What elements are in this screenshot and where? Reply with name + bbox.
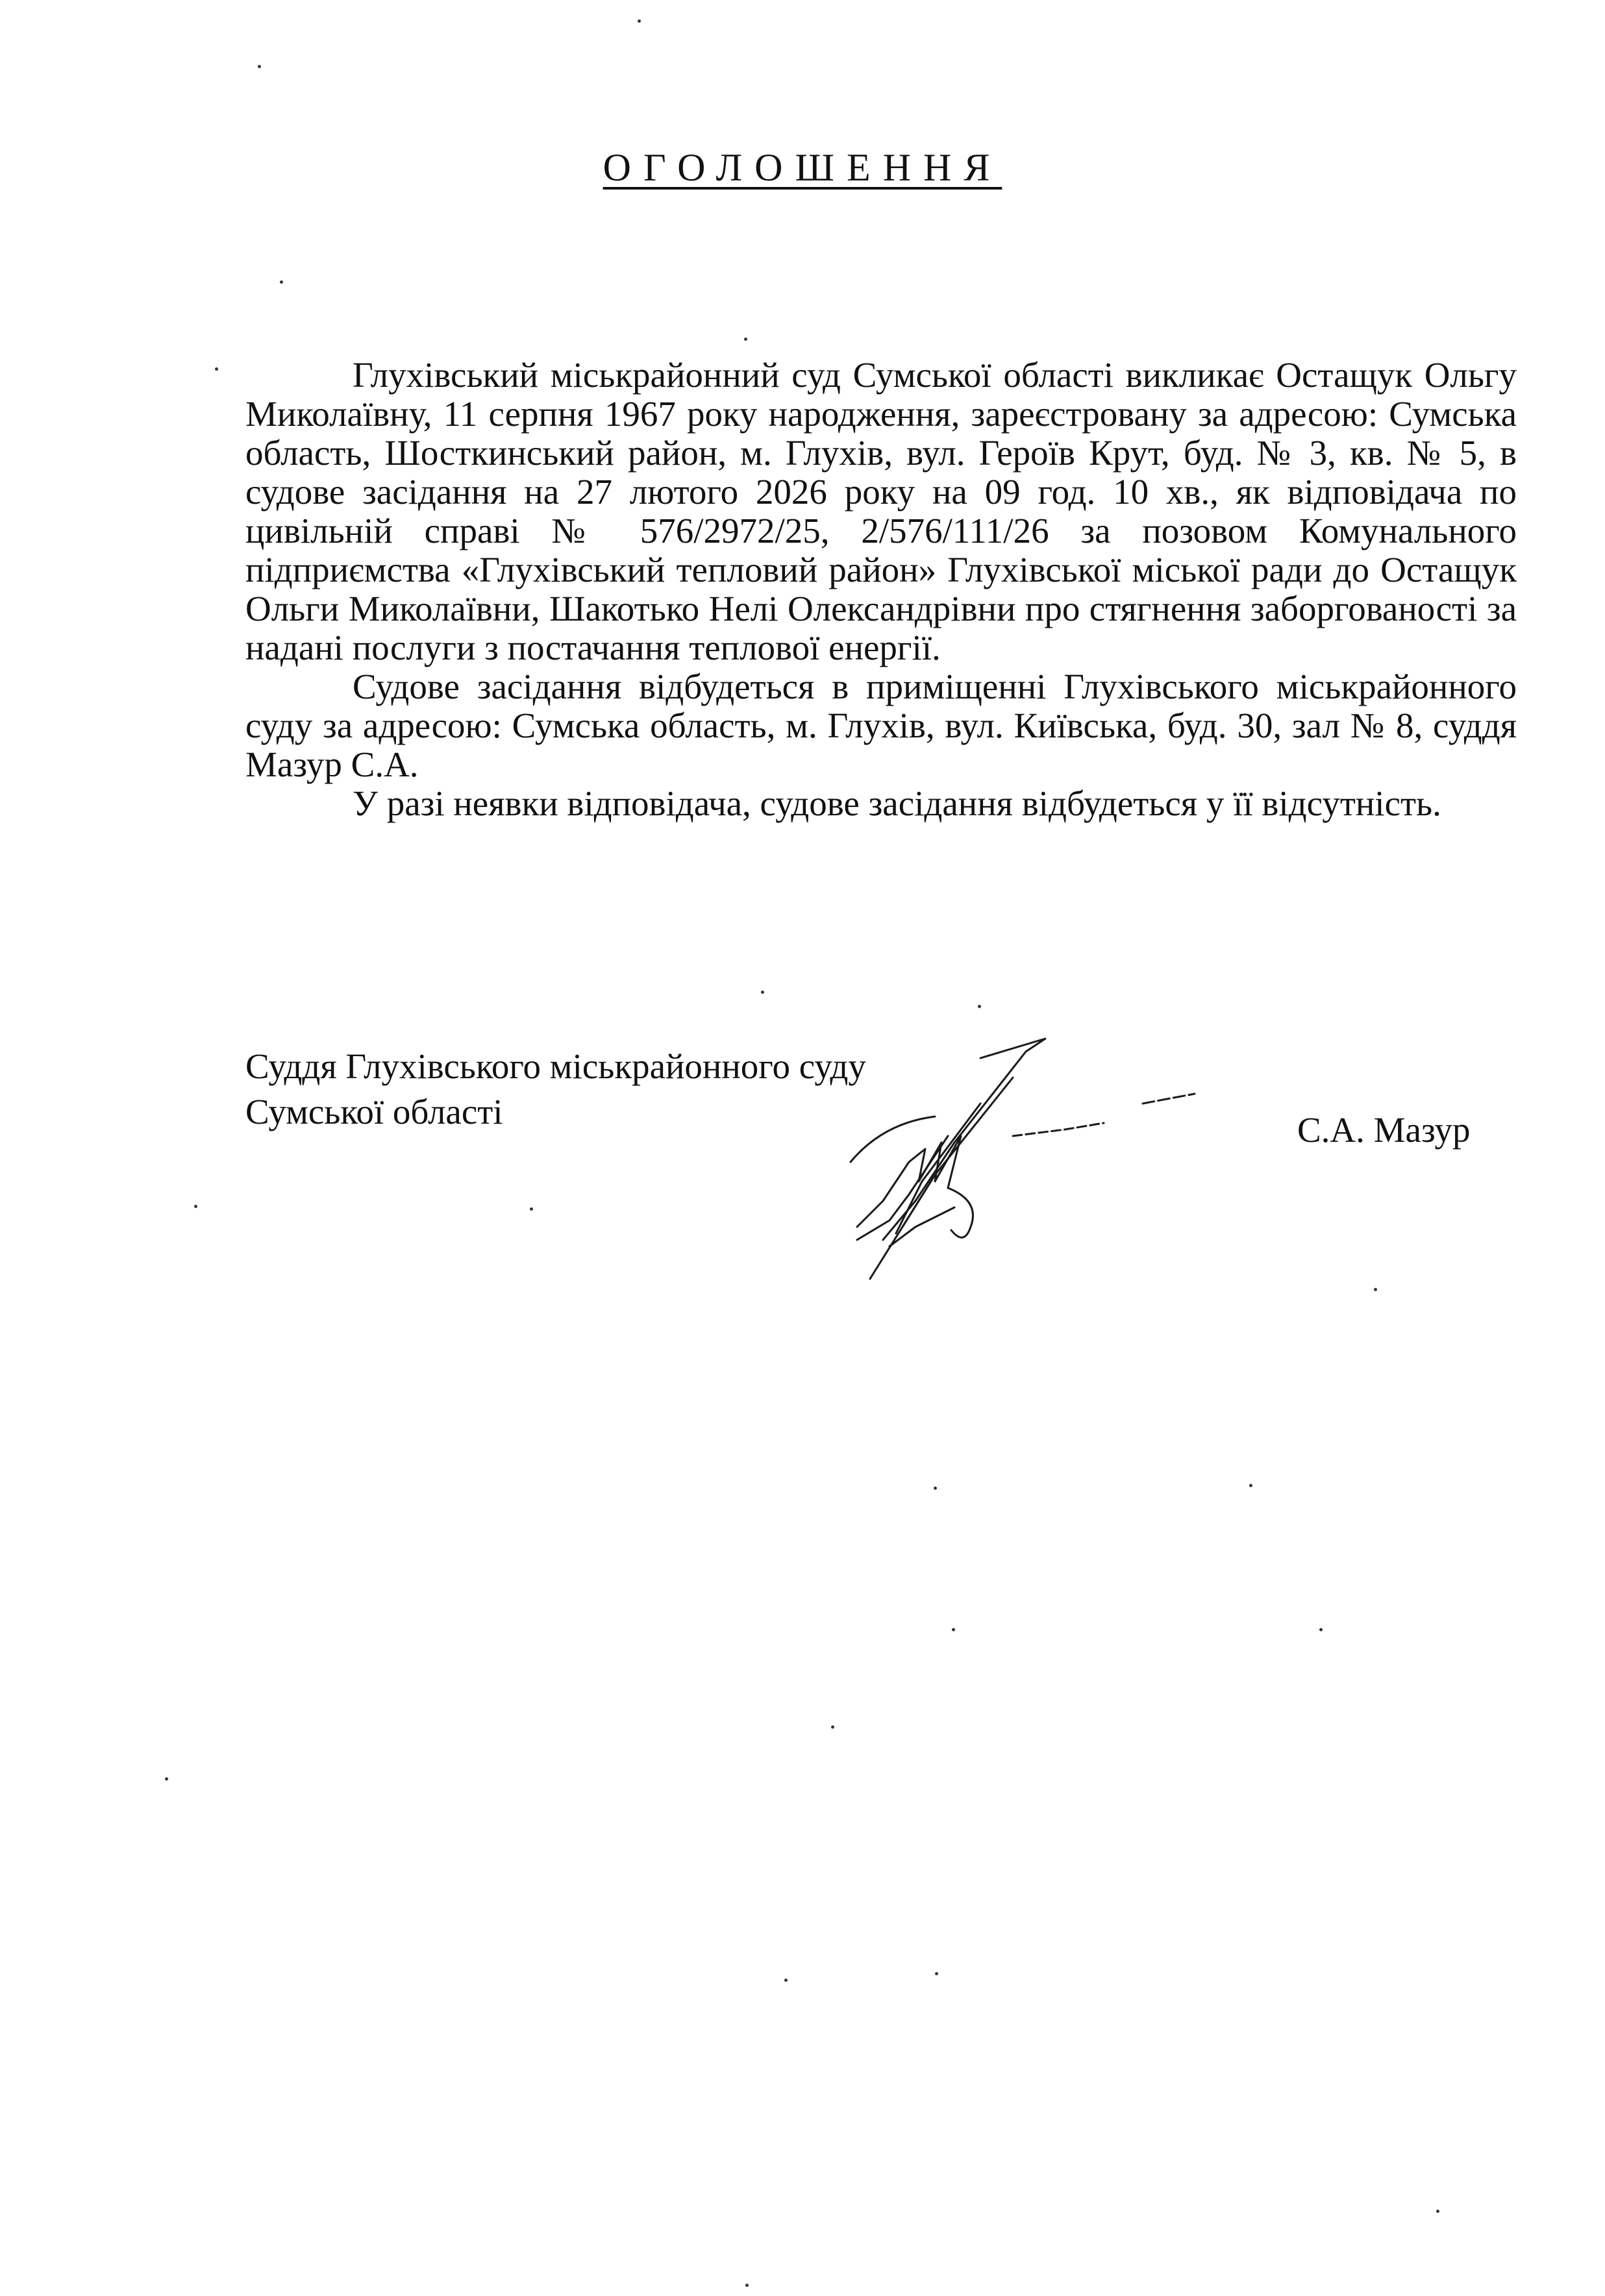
- scan-speck: [831, 1725, 834, 1729]
- scan-speck: [215, 367, 218, 371]
- scan-speck: [165, 1777, 168, 1781]
- scan-speck: [935, 1972, 938, 1975]
- scan-speck: [934, 1487, 937, 1490]
- paragraph-summons: Глухівський міськрайонний суд Сумської області викликає Остащук Ольгу Миколаївну, 11 серпня 1967 року народження, зареєстровану за адресою: Сумська область, Шосткинський район, м. Глухів, вул. Героїв Крут, буд. № 3, кв. № 5, в судове засідання на 27 лютого 2026 року на 09 год. 10 хв., як відповідача по цивільній справі № 576/2972/25, 2/576/111/26 за позовом Комунального підприємства «Глухівський тепловий район» Глухівської міської ради до Остащук Ольги Миколаївни, Шакотько Нелі Олександрівни про стягнення заборгованості за надані послуги з постачання теплової енергії.: [245, 355, 1517, 667]
- scan-speck: [638, 19, 641, 23]
- scan-speck: [744, 338, 747, 341]
- scan-speck: [1436, 2210, 1439, 2213]
- document-body: [245, 356, 1517, 823]
- scan-speck: [530, 1207, 533, 1211]
- scan-speck: [1249, 1484, 1252, 1487]
- scan-speck: [761, 991, 764, 994]
- document-title: [0, 142, 1605, 193]
- document-title-text: ОГОЛОШЕННЯ: [603, 146, 1002, 189]
- scan-speck: [952, 1628, 955, 1631]
- signature-position-line1: Суддя Глухівського міськрайонного суду: [245, 1046, 866, 1086]
- scan-speck: [1374, 1288, 1377, 1291]
- paragraph-absence: У разі неявки відповідача, судове засідання відбудеться у її відсутність.: [353, 784, 1441, 823]
- paragraph-venue: Судове засідання відбудеться в приміщенні Глухівського міськрайонного суду за адресою: Сумська область, м. Глухів, вул. Київська, буд. 30, зал № 8, суддя Мазур С.А.: [245, 667, 1517, 784]
- scan-speck: [1319, 1628, 1323, 1631]
- handwritten-signature: [740, 1032, 1234, 1305]
- scan-speck: [194, 1205, 197, 1208]
- scan-speck: [745, 2284, 749, 2287]
- signature-position-line2: Сумської області: [245, 1092, 503, 1131]
- scan-speck: [280, 280, 283, 284]
- scan-speck: [784, 1979, 788, 1982]
- scan-speck: [258, 65, 261, 68]
- signature-name: С.А. Мазур: [1297, 1110, 1471, 1150]
- scan-speck: [978, 1005, 981, 1008]
